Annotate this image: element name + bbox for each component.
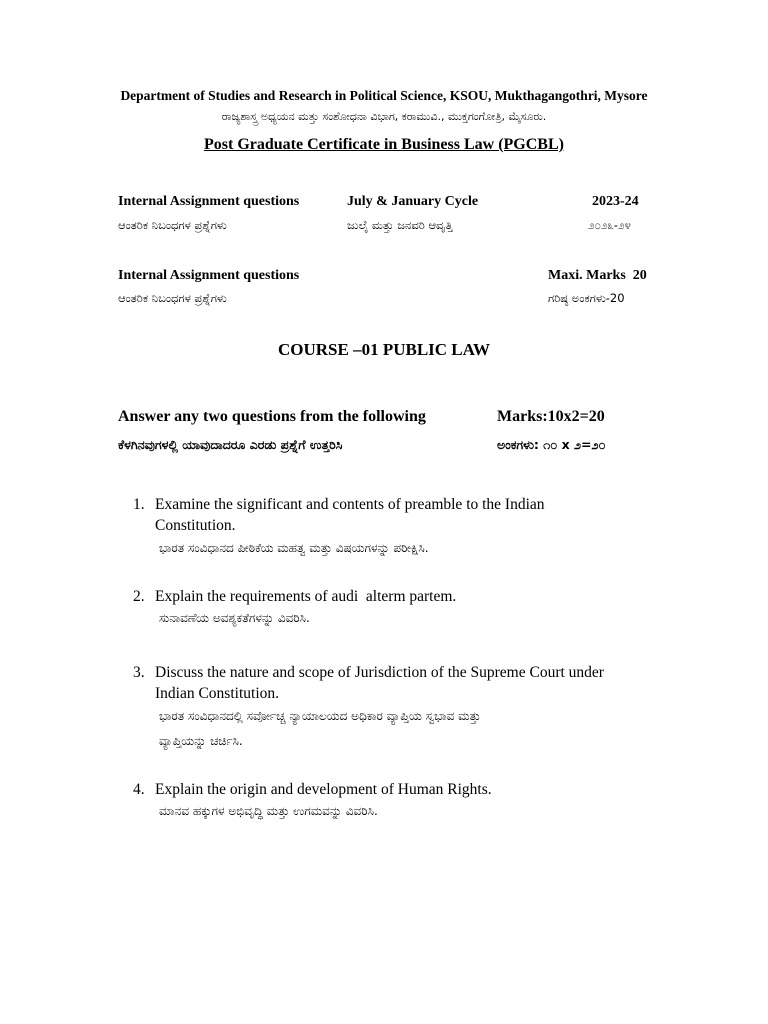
question-text: Explain the requirements of audi alterm partem. — [155, 588, 457, 605]
program-title: Post Graduate Certificate in Business Law (PGCBL) — [204, 136, 564, 153]
question-text: Indian Constitution. — [155, 685, 279, 702]
question-item — [133, 779, 653, 822]
question-number: 4. — [133, 781, 145, 798]
question-text: Examine the significant and contents of preamble to the Indian — [155, 496, 545, 513]
cycle-label: July & January Cycle — [347, 194, 479, 209]
question-item — [133, 662, 653, 754]
assignment-label-1-kannada: ಆಂತರಿಕ ನಿಬಂಧಗಳ ಪ್ರಶ್ನೆಗಳು — [118, 218, 227, 232]
question-item — [133, 586, 653, 629]
question-text: Explain the origin and development of Human Rights. — [155, 781, 492, 798]
question-text-kannada: ವ್ಯಾಪ್ತಿಯನ್ನು ಚರ್ಚಿಸಿ. — [159, 734, 243, 748]
question-text-kannada: ಸುನಾವಣೆಯ ಅವಶ್ಯಕತೆಗಳನ್ನು ವಿವರಿಸಿ. — [159, 611, 310, 625]
academic-year: 2023-24 — [592, 194, 639, 209]
assignment-label-2: Internal Assignment questions — [118, 268, 300, 283]
question-number: 2. — [133, 588, 145, 605]
question-text: Constitution. — [155, 517, 236, 534]
academic-year-kannada: ೨೦೨೩-೨೪ — [588, 218, 631, 232]
max-marks: Maxi. Marks 20 — [548, 268, 647, 283]
question-text-kannada: ಭಾರತ ಸಂವಿಧಾನದ ಪೀಠಿಕೆಯ ಮಹತ್ವ ಮತ್ತು ವಿಷಯಗಳನ್ನು ಪರೀಕ್ಷಿಸಿ. — [159, 541, 429, 555]
cycle-label-kannada: ಜುಲೈ ಮತ್ತು ಜನವರಿ ಆವೃತ್ತಿ — [347, 218, 453, 232]
question-text: Discuss the nature and scope of Jurisdiction of the Supreme Court under — [155, 664, 604, 681]
course-title: COURSE –01 PUBLIC LAW — [277, 340, 491, 359]
assignment-label-1: Internal Assignment questions — [118, 194, 300, 209]
question-number: 1. — [133, 496, 145, 513]
question-item — [133, 494, 653, 561]
marks-scheme-kannada: ಅಂಕಗಳು: ೧೦ x ೨=೨೦ — [497, 437, 606, 452]
department-heading-kannada: ರಾಜ್ಯಶಾಸ್ತ್ರ ಅಧ್ಯಯನ ಮತ್ತು ಸಂಶೋಧನಾ ವಿಭಾಗ, ಕರಾಮುವಿ., ಮುಕ್ತಗಂಗೋತ್ರಿ, ಮೈಸೂರು. — [221, 110, 547, 123]
question-number: 3. — [133, 664, 145, 681]
assignment-label-2-kannada: ಆಂತರಿಕ ನಿಬಂಧಗಳ ಪ್ರಶ್ನೆಗಳು — [118, 291, 227, 305]
instructions-text-kannada: ಕೆಳಗಿನವುಗಳಲ್ಲಿ ಯಾವುದಾದರೂ ಎರಡು ಪ್ರಶ್ನೆಗೆ ಉತ್ತರಿಸಿ — [118, 437, 343, 452]
instructions-text: Answer any two questions from the following — [118, 408, 426, 425]
department-heading: Department of Studies and Research in Political Science, KSOU, Mukthagangothri, Mysore — [120, 88, 648, 103]
marks-scheme: Marks:10x2=20 — [497, 408, 605, 425]
question-text-kannada: ಮಾನವ ಹಕ್ಕುಗಳ ಅಭಿವೃದ್ಧಿ ಮತ್ತು ಉಗಮವನ್ನು ವಿವರಿಸಿ. — [159, 804, 378, 818]
question-text-kannada: ಭಾರತ ಸಂವಿಧಾನದಲ್ಲಿ ಸರ್ವೋಚ್ಚ ನ್ಯಾಯಾಲಯದ ಅಧಿಕಾರ ವ್ಯಾಪ್ತಿಯ ಸ್ವಭಾವ ಮತ್ತು — [159, 709, 481, 723]
max-marks-kannada: ಗರಿಷ್ಠ ಅಂಕಗಳು-20 — [548, 291, 625, 305]
